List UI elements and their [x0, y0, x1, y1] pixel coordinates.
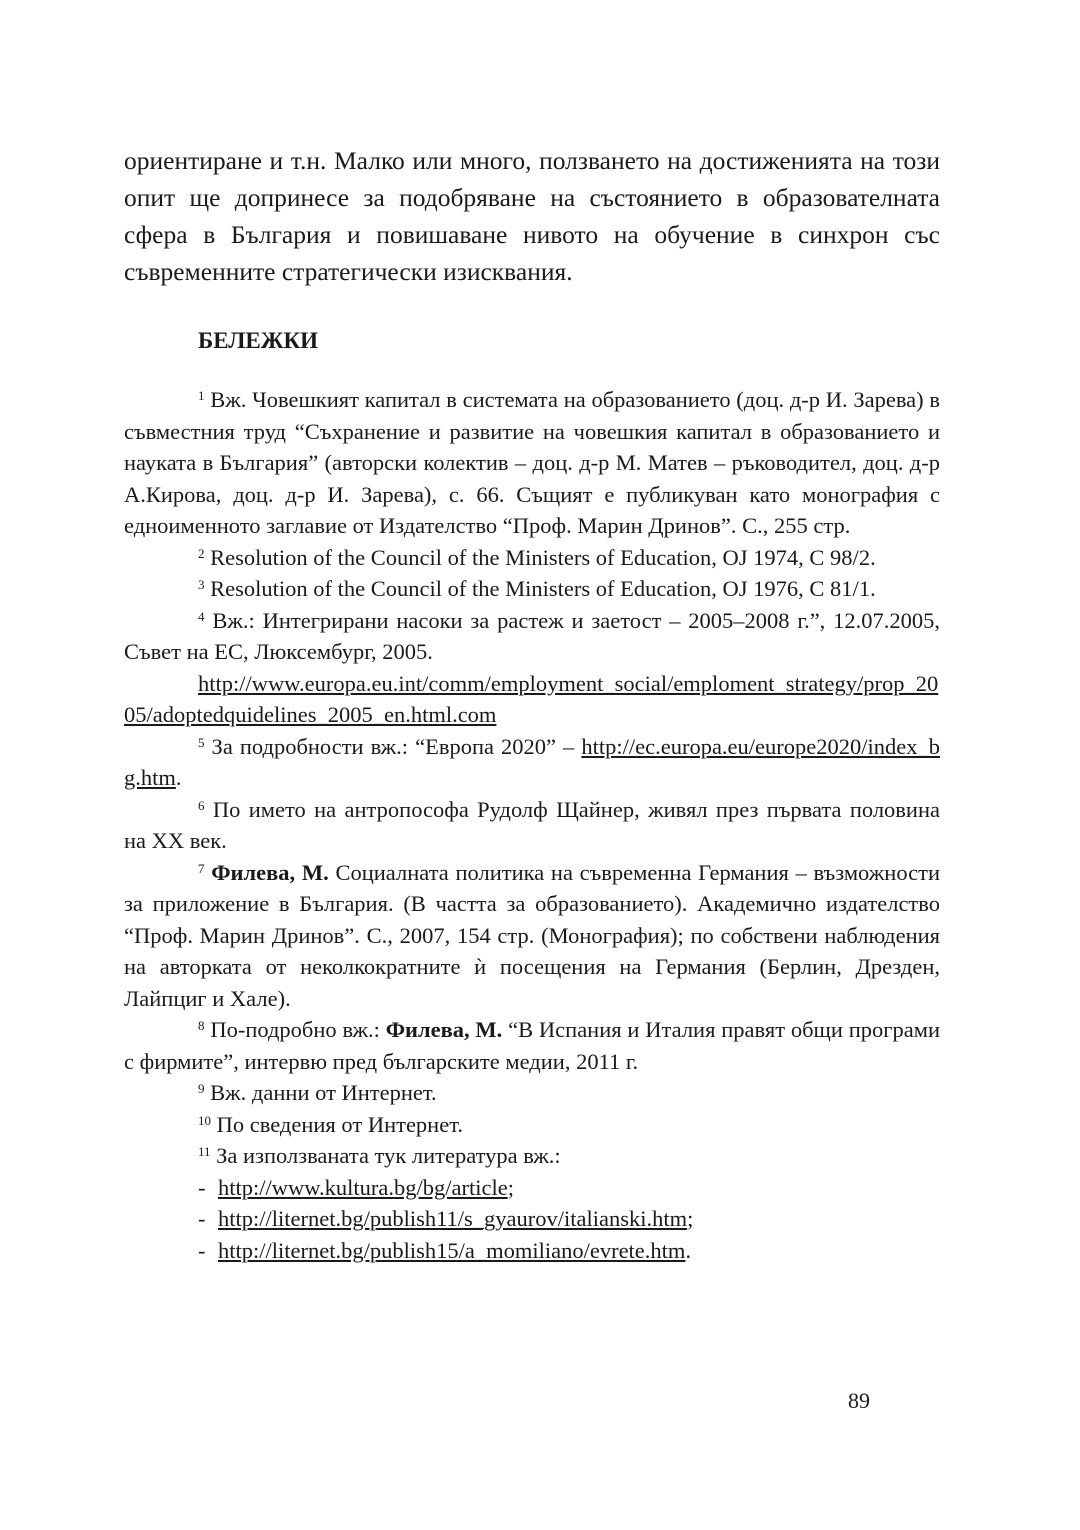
footnote-4-url-line — [124, 668, 940, 731]
footnote-prefix: По-подробно вж.: — [210, 1017, 386, 1042]
footnote-number: 6 — [198, 797, 205, 813]
footnote-10 — [124, 1109, 940, 1141]
intro-paragraph: ориентиране и т.н. Малко или много, ползването на достиженията на този опит ще допринесе за подобряване на състоянието в образователната сфера в България и повишаване нивото на обучение в синхрон със съвременните стратегически изисквания. — [124, 146, 940, 286]
reference-link[interactable]: http://liternet.bg/publish15/a_momiliano/evrete.htm — [218, 1237, 686, 1263]
footnote-2 — [124, 542, 940, 574]
list-punctuation: ; — [687, 1206, 694, 1231]
footnote-text: По името на антропософа Рудолф Щайнер, живял през първата половина на XX век. — [124, 796, 940, 853]
footnote-11 — [124, 1140, 940, 1172]
reference-list-item — [198, 1203, 940, 1235]
footnote-author: Филева, М. — [385, 1017, 503, 1042]
footnote-number: 7 — [198, 860, 205, 876]
page-content — [124, 142, 940, 1266]
footnote-number: 4 — [198, 608, 205, 624]
footnote-number: 11 — [198, 1144, 211, 1159]
footnote-9 — [124, 1077, 940, 1109]
reference-link[interactable]: http://www.kultura.bg/bg/article — [218, 1174, 508, 1200]
footnote-5-link[interactable]: http://ec.europa.eu/europe2020/index_bg.htm — [124, 733, 940, 790]
footnote-number: 5 — [198, 734, 205, 750]
footnote-text: Resolution of the Council of the Ministers of Education, OJ 1976, C 81/1. — [210, 576, 876, 601]
list-dash: - — [198, 1237, 206, 1263]
footnote-text: Социалната политика на съвременна Германия – възможности за приложение в България. (В частта за образованието). Академично издателство “Проф. Марин Дринов”. С., 2007, 154 стр. (Монография); по собствени наблюдения на авторката от неколкократните ѝ посещения на Германия (Берлин, Дрезден, Лайпциг и Хале). — [124, 859, 941, 1011]
footnote-text: Resolution of the Council of the Ministers of Education, OJ 1974, C 98/2. — [210, 544, 876, 570]
footnote-number: 1 — [198, 388, 205, 403]
footnote-number: 8 — [198, 1018, 205, 1033]
footnote-8 — [124, 1014, 940, 1077]
footnote-text: За подробности вж.: “Европа 2020” – — [211, 733, 582, 759]
reference-link[interactable]: http://liternet.bg/publish11/s_gyaurov/italianski.htm — [218, 1206, 688, 1231]
footnote-text: “В Испания и Италия правят общи програми с фирмите”, интервю пред българските медии, 2011 г. — [124, 1017, 941, 1074]
footnote-text: Вж. Човешкият капитал в системата на образованието (доц. д-р И. Зарева) в съвместния труд “Съхранение и развитие на човешкия капитал в образованието и науката в България” (авторски колектив – доц. д-р М. Матев – ръководител, доц. д-р А.Кирова, доц. д-р И. Зарева), с. 66. Същият е публикуван като монография с едноименното заглавие от Издателство “Проф. Марин Дринов”. С., 255 стр. — [124, 387, 940, 538]
reference-list-item — [198, 1235, 940, 1267]
footnote-3 — [124, 573, 940, 605]
list-dash: - — [198, 1206, 206, 1231]
footnote-author: Филева, М. — [211, 859, 329, 885]
footnote-6 — [124, 794, 940, 857]
footnote-4 — [124, 605, 940, 668]
footnote-text: Вж.: Интегрирани насоки за растеж и заетост – 2005–2008 г.”, 12.07.2005, Съвет на ЕС, Люксембург, 2005. — [124, 607, 940, 664]
footnotes-list — [124, 384, 940, 1266]
footnote-text: За използваната тук литература вж.: — [216, 1143, 561, 1168]
footnote-1 — [124, 384, 940, 542]
page-number: 89 — [848, 1388, 870, 1413]
footnote-text: Вж. данни от Интернет. — [210, 1080, 437, 1105]
list-dash: - — [198, 1174, 206, 1200]
footnote-punctuation: . — [175, 765, 182, 790]
footnote-number: 9 — [198, 1081, 205, 1096]
footnote-4-link[interactable]: http://www.europa.eu.int/comm/employment_social/emploment_strategy/prop_2005/adoptedquidelines_2005_en.html.com — [124, 670, 939, 727]
notes-heading: БЕЛЕЖКИ — [198, 328, 319, 353]
footnote-number: 2 — [198, 545, 205, 561]
footnote-5 — [124, 731, 940, 794]
footnote-7 — [124, 857, 940, 1015]
footnote-number: 3 — [198, 577, 205, 592]
list-punctuation: ; — [507, 1174, 514, 1200]
reference-list-item — [198, 1172, 940, 1204]
list-punctuation: . — [685, 1237, 692, 1263]
footnote-text: По сведения от Интернет. — [216, 1111, 463, 1137]
footnote-number: 10 — [198, 1112, 211, 1128]
